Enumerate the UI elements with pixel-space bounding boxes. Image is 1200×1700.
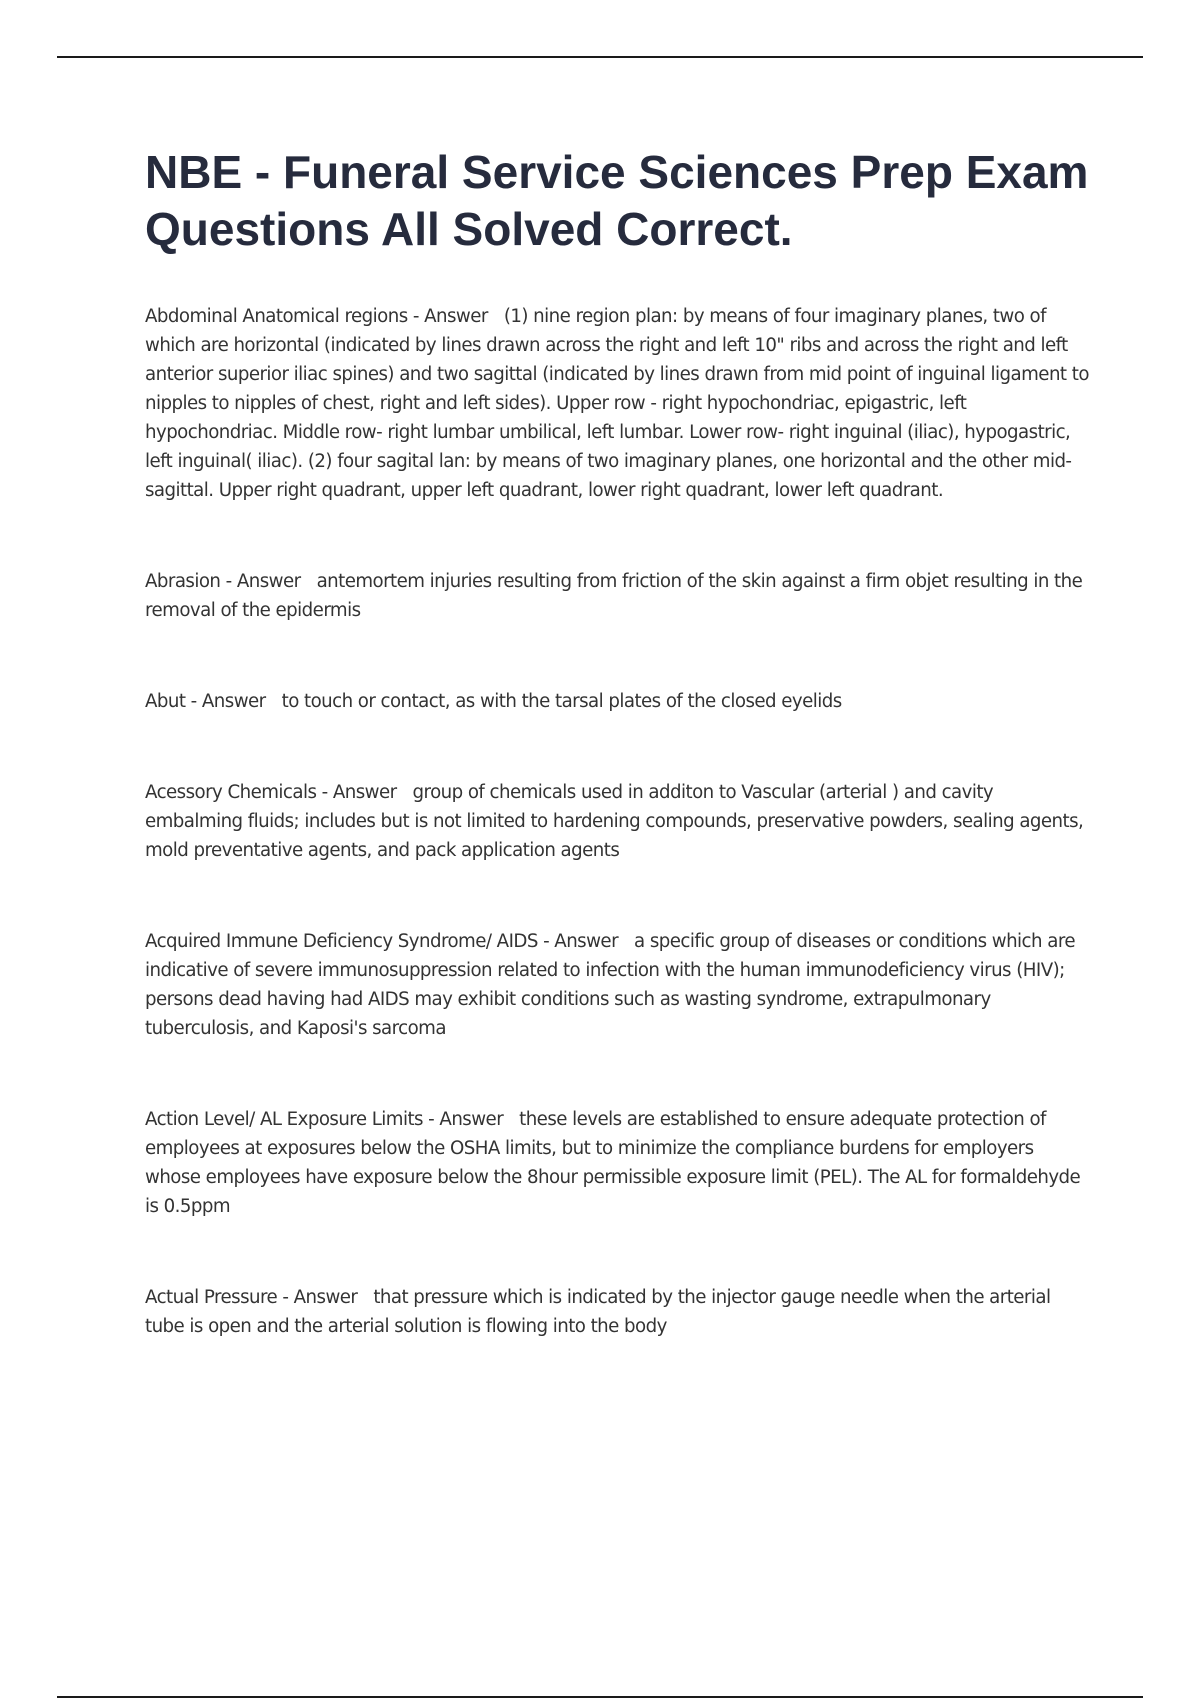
entry-term: Abdominal Anatomical regions - Answer: [145, 306, 488, 327]
qa-entry: [145, 687, 1090, 716]
entry-definition: a specific group of diseases or conditions which are indicative of severe immunosuppression related to infection with the human immunodeficiency virus (HIV); persons dead having had AIDS may exhibit conditions such as wasting syndrome, extrapulmonary tuberculosis, and Kaposi's sarcoma: [145, 931, 1075, 1039]
qa-entry: [145, 302, 1090, 505]
footer-rule: [57, 1696, 1143, 1698]
entry-definition: to touch or contact, as with the tarsal plates of the closed eyelids: [281, 691, 842, 712]
qa-list: [145, 302, 1090, 1403]
entry-definition: these levels are established to ensure adequate protection of employees at exposures below the OSHA limits, but to minimize the compliance burdens for employers whose employees have exposure below the 8hour permissible exposure limit (PEL). The AL for formaldehyde is 0.5ppm: [145, 1109, 1081, 1217]
entry-definition: antemortem injuries resulting from friction of the skin against a firm objet resulting in the removal of the epidermis: [145, 571, 1083, 621]
entry-term: Actual Pressure - Answer: [145, 1287, 358, 1308]
header-rule: [57, 56, 1143, 58]
entry-definition: (1) nine region plan: by means of four imaginary planes, two of which are horizontal (indicated by lines drawn across the right and left 10" ribs and across the right and left anterior superior iliac spines) and two sagittal (indicated by lines drawn from mid point of inguinal ligament to nipples to nipples of chest, right and left sides). Upper row - right hypochondriac, epigastric, left hypochondriac. Middle row- right lumbar umbilical, left lumbar. Lower row- right inguinal (iliac), hypogastric, left inguinal( iliac). (2) four sagital lan: by means of two imaginary planes, one horizontal and the other mid- sagittal. Upper right quadrant, upper left quadrant, lower right quadrant, lower left quadrant.: [145, 306, 1089, 501]
entry-definition: group of chemicals used in additon to Vascular (arterial ) and cavity embalming fluids; includes but is not limited to hardening compounds, preservative powders, sealing agents, mold preventative agents, and pack application agents: [145, 782, 1084, 861]
entry-term: Acessory Chemicals - Answer: [145, 782, 397, 803]
entry-term: Abut - Answer: [145, 691, 266, 712]
qa-entry: [145, 778, 1090, 865]
qa-entry: [145, 1283, 1090, 1341]
entry-term: Action Level/ AL Exposure Limits - Answer: [145, 1109, 504, 1130]
entry-term: Acquired Immune Deficiency Syndrome/ AIDS - Answer: [145, 931, 618, 952]
qa-entry: [145, 927, 1090, 1043]
entry-definition: that pressure which is indicated by the injector gauge needle when the arterial tube is open and the arterial solution is flowing into the body: [145, 1287, 1051, 1337]
document-title: NBE - Funeral Service Sciences Prep Exam Questions All Solved Correct.: [145, 146, 1089, 255]
entry-term: Abrasion - Answer: [145, 571, 301, 592]
qa-entry: [145, 1105, 1090, 1221]
qa-entry: [145, 567, 1090, 625]
